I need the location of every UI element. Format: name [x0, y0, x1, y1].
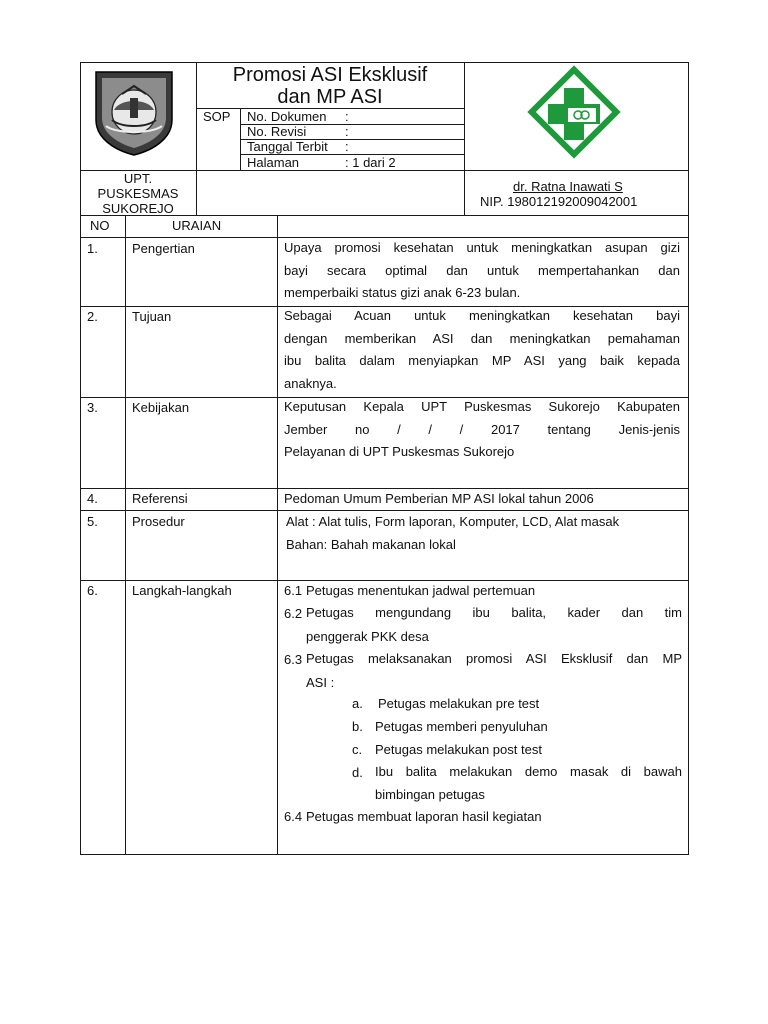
row-number: 2.: [87, 309, 98, 324]
substep-marker: c.: [352, 742, 363, 757]
content-line: memperbaiki status gizi anak 6-23 bulan.: [284, 285, 521, 300]
row-content: [284, 237, 680, 305]
meta-value: : 1 dari 2: [345, 155, 396, 170]
row-content: [284, 305, 680, 395]
table-border: [277, 215, 278, 854]
org-name: PUSKESMAS: [97, 186, 179, 201]
meta-value: :: [345, 139, 349, 154]
content-line: Jember no / / / 2017 tentang Jenis-jenis: [284, 421, 680, 437]
health-ministry-logo-icon: [528, 66, 620, 158]
step-number: 6.1: [284, 583, 303, 598]
substep-text: [375, 761, 682, 784]
table-border: [80, 580, 688, 581]
meta-label: Tanggal Terbit: [247, 139, 328, 154]
substep-text: bimbingan petugas: [375, 787, 485, 802]
content-line: Ibu balita melakukan demo masak di bawah: [375, 764, 682, 779]
table-border: [196, 108, 464, 109]
step-number: 6.2: [284, 606, 303, 621]
step-text: Petugas membuat laporan hasil kegiatan: [306, 809, 542, 824]
substep-marker: d.: [352, 765, 363, 780]
table-border: [240, 108, 241, 170]
meta-label: Halaman: [247, 155, 300, 170]
org-name: SUKOREJO: [102, 201, 174, 216]
row-content: [284, 396, 680, 464]
table-border: [80, 510, 688, 511]
row-number: 1.: [87, 241, 98, 256]
step-text: Petugas menentukan jadwal pertemuan: [306, 583, 536, 598]
content-line: Keputusan Kepala UPT Puskesmas Sukorejo Kabupaten: [284, 399, 680, 414]
content-line: Upaya promosi kesehatan untuk meningkatkan asupan gizi: [284, 240, 680, 255]
step-text: [306, 602, 682, 625]
substep-marker: b.: [352, 719, 363, 734]
table-border: [80, 62, 688, 63]
content-line: dengan memberikan ASI dan meningkatkan pemahaman: [284, 330, 680, 346]
row-label: Langkah-langkah: [132, 583, 232, 598]
substep-text: Petugas memberi penyuluhan: [375, 719, 548, 734]
row-label: Referensi: [132, 491, 188, 506]
row-content: Pedoman Umum Pemberian MP ASI lokal tahun 2006: [284, 491, 594, 506]
meta-label: No. Dokumen: [247, 109, 327, 124]
table-border: [80, 488, 688, 489]
signer-name: dr. Ratna Inawati S: [513, 179, 623, 194]
row-label: Prosedur: [132, 514, 185, 529]
content-line: Sebagai Acuan untuk meningkatkan kesehatan bayi: [284, 308, 680, 323]
content-line: bayi secara optimal dan untuk mempertahankan dan: [284, 262, 680, 278]
column-header-uraian: URAIAN: [172, 218, 222, 233]
row-label: Pengertian: [132, 241, 195, 256]
content-line: ibu balita dalam menyiapkan MP ASI yang baik kepada: [284, 353, 680, 368]
row-number: 5.: [87, 514, 98, 529]
sop-label: SOP: [203, 109, 231, 124]
step-number: 6.3: [284, 652, 303, 667]
row-number: 6.: [87, 583, 98, 598]
meta-label: No. Revisi: [247, 124, 307, 139]
column-header-no: NO: [90, 218, 110, 233]
content-line: Petugas mengundang ibu balita, kader dan tim: [306, 605, 682, 620]
row-content: Bahan: Bahah makanan lokal: [286, 537, 456, 552]
row-label: Kebijakan: [132, 400, 190, 415]
step-number: 6.4: [284, 809, 303, 824]
document-title: dan MP ASI: [277, 86, 383, 108]
meta-value: :: [345, 109, 349, 124]
table-border: [464, 62, 465, 215]
row-content: Alat : Alat tulis, Form laporan, Komputer, LCD, Alat masak: [286, 514, 620, 529]
row-label: Tujuan: [132, 309, 172, 324]
content-line: anaknya.: [284, 375, 337, 391]
table-border: [688, 62, 689, 854]
meta-value: :: [345, 124, 349, 139]
document-title: Promosi ASI Eksklusif: [232, 64, 428, 86]
row-number: 4.: [87, 491, 98, 506]
org-name: UPT.: [123, 171, 153, 186]
substep-text: Petugas melakukan post test: [375, 742, 542, 757]
substep-text: Petugas melakukan pre test: [378, 696, 540, 711]
table-border: [80, 854, 689, 855]
signer-nip: NIP. 198012192009042001: [480, 194, 638, 209]
substep-marker: a.: [352, 696, 363, 711]
content-line: Pelayanan di UPT Puskesmas Sukorejo: [284, 444, 515, 459]
content-line: Petugas melaksanakan promosi ASI Eksklusif dan MP: [306, 651, 682, 666]
step-text: ASI :: [306, 675, 335, 690]
row-number: 3.: [87, 400, 98, 415]
step-text: [306, 648, 682, 671]
regional-emblem-icon: [92, 68, 176, 156]
step-text: penggerak PKK desa: [306, 629, 429, 644]
table-border: [125, 215, 126, 854]
